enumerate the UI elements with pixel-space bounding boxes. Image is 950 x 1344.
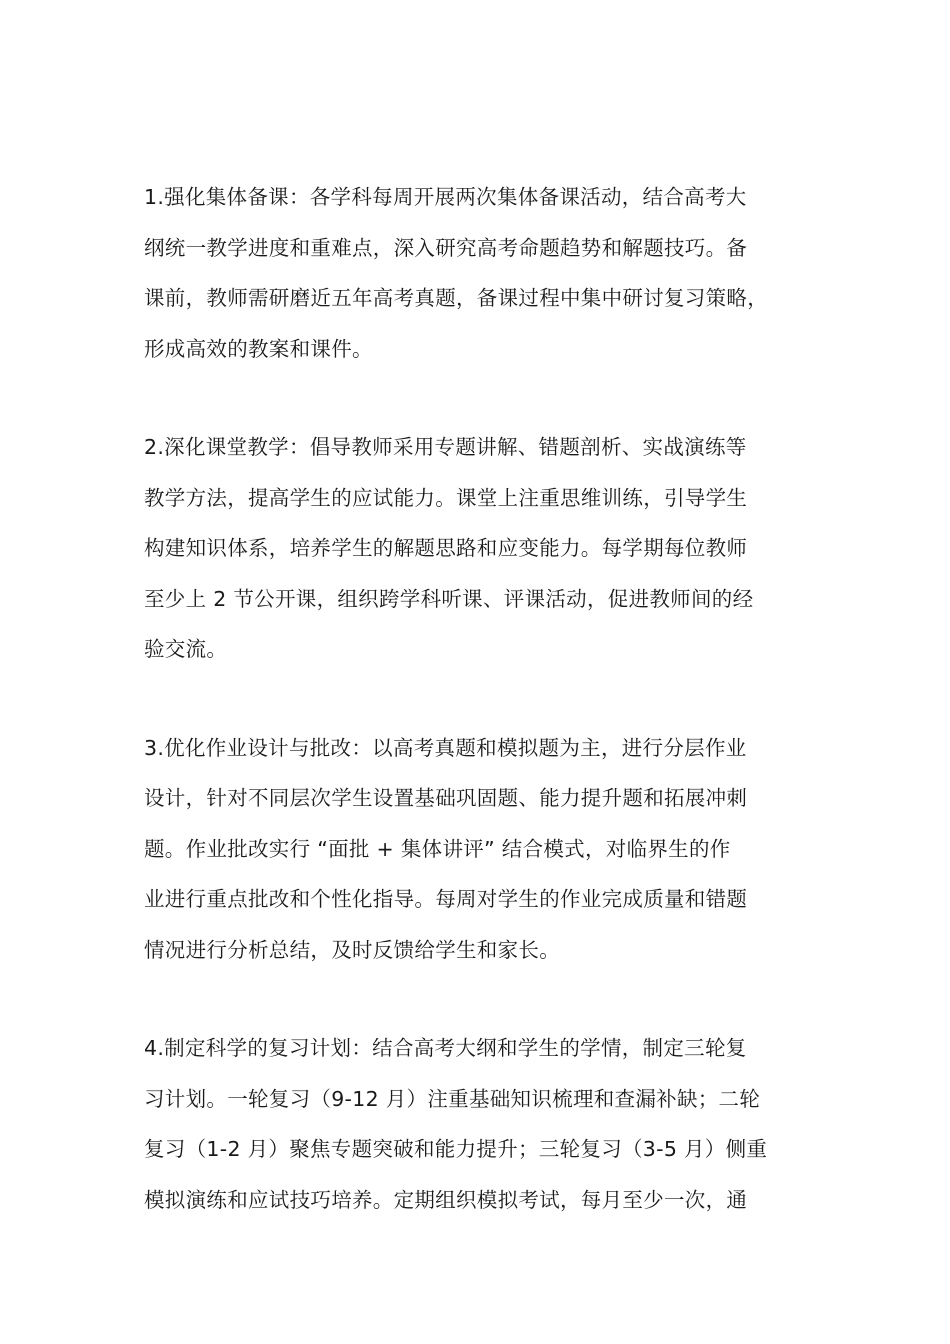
paragraph-collective-lesson-prep <box>144 172 824 374</box>
text-line: 习计划。一轮复习（9-12 月）注重基础知识梳理和查漏补缺；二轮 <box>144 1086 761 1111</box>
text-line: 业进行重点批改和个性化指导。每周对学生的作业完成质量和错题 <box>144 887 748 911</box>
text-line: 形成高效的教案和课件。 <box>144 336 373 361</box>
text-line: 情况进行分析总结，及时反馈给学生和家长。 <box>144 937 560 962</box>
text-line: 1.强化集体备课：各学科每周开展两次集体备课活动，结合高考大 <box>144 185 747 209</box>
text-line: 课前，教师需研磨近五年高考真题，备课过程中集中研讨复习策略， <box>144 286 768 310</box>
text-line: 构建知识体系，培养学生的解题思路和应变能力。每学期每位教师 <box>144 536 748 560</box>
paragraph-homework-design <box>144 723 824 976</box>
text-line: 3.优化作业设计与批改：以高考真题和模拟题为主，进行分层作业 <box>144 735 747 760</box>
text-line: 纲统一教学进度和重难点，深入研究高考命题趋势和解题技巧。备 <box>144 235 748 260</box>
text-line: 复习（1-2 月）聚焦专题突破和能力提升；三轮复习（3-5 月）侧重 <box>144 1137 768 1161</box>
text-line: 至少上 2 节公开课，组织跨学科听课、评课活动，促进教师间的经 <box>144 586 754 611</box>
text-line: 教学方法，提高学生的应试能力。课堂上注重思维训练，引导学生 <box>144 485 748 510</box>
text-line: 4.制定科学的复习计划：结合高考大纲和学生的学情，制定三轮复 <box>144 1036 747 1060</box>
text-line: 题。作业批改实行 “面批 + 集体讲评” 结合模式，对临界生的作 <box>144 836 731 861</box>
paragraph-classroom-teaching <box>144 422 824 675</box>
text-line: 验交流。 <box>144 637 228 661</box>
paragraph-review-plan <box>144 1023 824 1225</box>
text-line: 2.深化课堂教学：倡导教师采用专题讲解、错题剖析、实战演练等 <box>144 435 747 459</box>
text-line: 模拟演练和应试技巧培养。定期组织模拟考试，每月至少一次，通 <box>144 1187 748 1212</box>
text-line: 设计，针对不同层次学生设置基础巩固题、能力提升题和拓展冲刺 <box>144 786 748 810</box>
document-body <box>144 172 824 1273</box>
